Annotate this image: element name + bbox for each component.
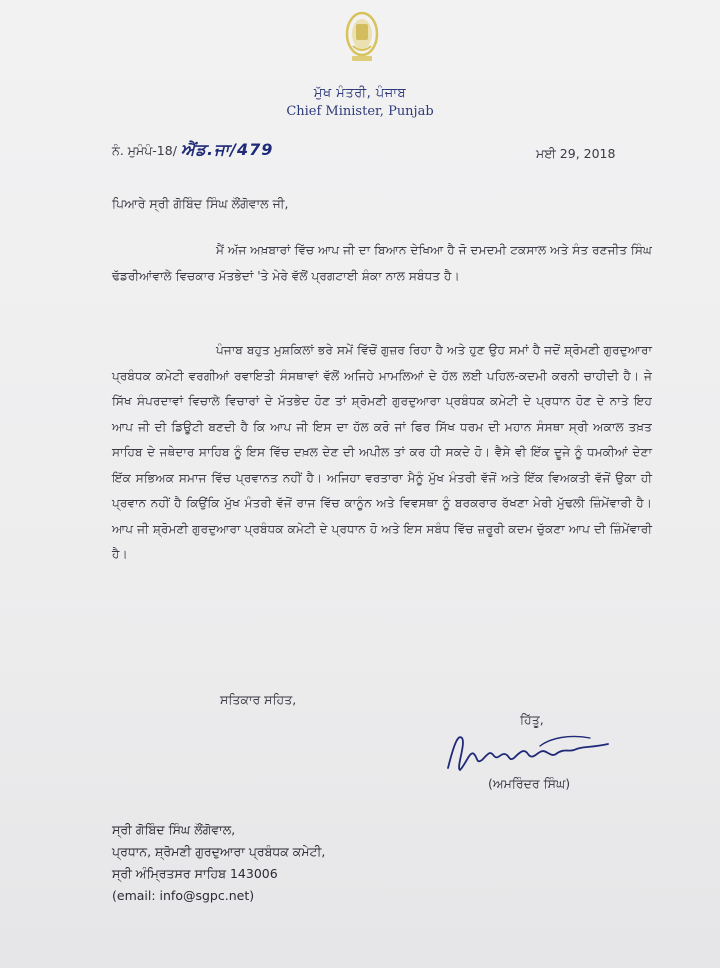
letterhead-title-punjabi: ਮੁੱਖ ਮੰਤਰੀ, ਪੰਜਾਬ — [313, 86, 407, 101]
addressee-city: ਸ੍ਰੀ ਅੰਮ੍ਰਿਤਸਰ ਸਾਹਿਬ 143006 — [112, 866, 278, 881]
addressee-designation: ਪ੍ਰਧਾਨ, ਸ਼੍ਰੋਮਣੀ ਗੁਰਦੁਆਰਾ ਪ੍ਰਬੰਧਕ ਕਮੇਟੀ, — [112, 844, 326, 859]
handwritten-signature-icon — [440, 724, 620, 778]
letterhead-title-english: Chief Minister, Punjab — [286, 104, 434, 119]
yours-truly: ਹਿੱਤੂ, — [520, 712, 544, 727]
signatory-name: (ਅਮਰਿੰਦਰ ਸਿੰਘ) — [488, 776, 571, 791]
addressee-email: (email: info@sgpc.net) — [112, 888, 255, 903]
letter-date: ਮਈ 29, 2018 — [536, 146, 616, 161]
body-paragraph-1: ਮੈਂ ਅੱਜ ਅਖ਼ਬਾਰਾਂ ਵਿੱਚ ਆਪ ਜੀ ਦਾ ਬਿਆਨ ਦੇਖਿਆ ਹੈ ਜੋ ਦਮਦਮੀ ਟਕਸਾਲ ਅਤੇ ਸੰਤ ਰਣਜੀਤ ਸਿੰਘ ਢੱਡਰੀਆਂਵਾਲੇ ਵਿਚਕਾਰ ਮੱਤਭੇਦਾਂ 'ਤੇ ਮੇਰੇ ਵੱਲੋਂ ਪ੍ਰਗਟਾਈ ਸ਼ੰਕਾ ਨਾਲ ਸਬੰਧਤ ਹੈ। — [112, 243, 652, 283]
body-paragraph-2: ਪੰਜਾਬ ਬਹੁਤ ਮੁਸ਼ਕਿਲਾਂ ਭਰੇ ਸਮੇਂ ਵਿੱਚੋਂ ਗੁਜ਼ਰ ਰਿਹਾ ਹੈ ਅਤੇ ਹੁਣ ਉਹ ਸਮਾਂ ਹੈ ਜਦੋਂ ਸ਼੍ਰੋਮਣੀ ਗੁਰਦੁਆਰਾ ਪ੍ਰਬੰਧਕ ਕਮੇਟੀ ਵਰਗੀਆਂ ਰਵਾਇਤੀ ਸੰਸਥਾਵਾਂ ਵੱਲੋਂ ਅਜਿਹੇ ਮਾਮਲਿਆਂ ਦੇ ਹੱਲ ਲਈ ਪਹਿਲ-ਕਦਮੀ ਕਰਨੀ ਚਾਹੀਦੀ ਹੈ। ਜੇ ਸਿੱਖ ਸੰਪਰਦਾਵਾਂ ਵਿਚਾਲੇ ਵਿਚਾਰਾਂ ਦੇ ਮੱਤਭੇਦ ਹੋਣ ਤਾਂ ਸ਼੍ਰੋਮਣੀ ਗੁਰਦੁਆਰਾ ਪ੍ਰਬੰਧਕ ਕਮੇਟੀ ਦੇ ਪ੍ਰਧਾਨ ਹੋਣ ਦੇ ਨਾਤੇ ਇਹ ਆਪ ਜੀ ਦੀ ਡਿਊਟੀ ਬਣਦੀ ਹੈ ਕਿ ਆਪ ਜੀ ਇਸ ਦਾ ਹੱਲ ਕਰੋ ਜਾਂ ਫਿਰ ਸਿੱਖ ਧਰਮ ਦੀ ਮਹਾਨ ਸੰਸਥਾ ਸ੍ਰੀ ਅਕਾਲ ਤਖ਼ਤ ਸਾਹਿਬ ਦੇ ਜਥੇਦਾਰ ਸਾਹਿਬ ਨੂੰ ਇਸ ਵਿੱਚ ਦਖ਼ਲ ਦੇਣ ਦੀ ਅਪੀਲ ਤਾਂ ਕਰ ਹੀ ਸਕਦੇ ਹੋ। ਵੈਸੇ ਵੀ ਇੱਕ ਦੂਜੇ ਨੂੰ ਧਮਕੀਆਂ ਦੇਣਾ ਇੱਕ ਸਭਿਅਕ ਸਮਾਜ ਵਿੱਚ ਪ੍ਰਵਾਨਤ ਨਹੀਂ ਹੈ। ਅਜਿਹਾ ਵਰਤਾਰਾ ਮੈਨੂੰ ਮੁੱਖ ਮੰਤਰੀ ਵੱਜੋਂ ਅਤੇ ਇੱਕ ਵਿਅਕਤੀ ਵੱਜੋਂ ਉਕਾ ਹੀ ਪ੍ਰਵਾਨ ਨਹੀਂ ਹੈ ਕਿਉਂਕਿ ਮੁੱਖ ਮੰਤਰੀ ਵੱਜੋਂ ਰਾਜ ਵਿੱਚ ਕਾਨੂੰਨ ਅਤੇ ਵਿਵਸਥਾ ਨੂੰ ਬਰਕਰਾਰ ਰੱਖਣਾ ਮੇਰੀ ਮੁੱਢਲੀ ਜ਼ਿੰਮੇਂਵਾਰੀ ਹੈ। ਆਪ ਜੀ ਸ਼੍ਰੋਮਣੀ ਗੁਰਦੁਆਰਾ ਪ੍ਰਬੰਧਕ ਕਮੇਟੀ ਦੇ ਪ੍ਰਧਾਨ ਹੋ ਅਤੇ ਇਸ ਸਬੰਧ ਵਿੱਚ ਜ਼ਰੂਰੀ ਕਦਮ ਚੁੱਕਣਾ ਆਪ ਦੀ ਜ਼ਿੰਮੇਂਵਾਰੀ ਹੈ। — [112, 343, 652, 561]
closing: ਸਤਿਕਾਰ ਸਹਿਤ, — [220, 692, 297, 707]
reference-number — [112, 140, 273, 160]
salutation: ਪਿਆਰੇ ਸ੍ਰੀ ਗੋਬਿੰਦ ਸਿੰਘ ਲੌਂਗੋਵਾਲ ਜੀ, — [112, 196, 289, 211]
reference-printed: ਨੰ. ਮੁਮੰਪੰ-18/ — [112, 143, 177, 158]
reference-handwritten: ਐਂਡ.ਜਾ/479 — [180, 140, 274, 159]
addressee-name: ਸ੍ਰੀ ਗੋਬਿੰਦ ਸਿੰਘ ਲੌਂਗੋਵਾਲ, — [112, 822, 236, 837]
punjab-government-emblem-icon — [344, 10, 380, 64]
